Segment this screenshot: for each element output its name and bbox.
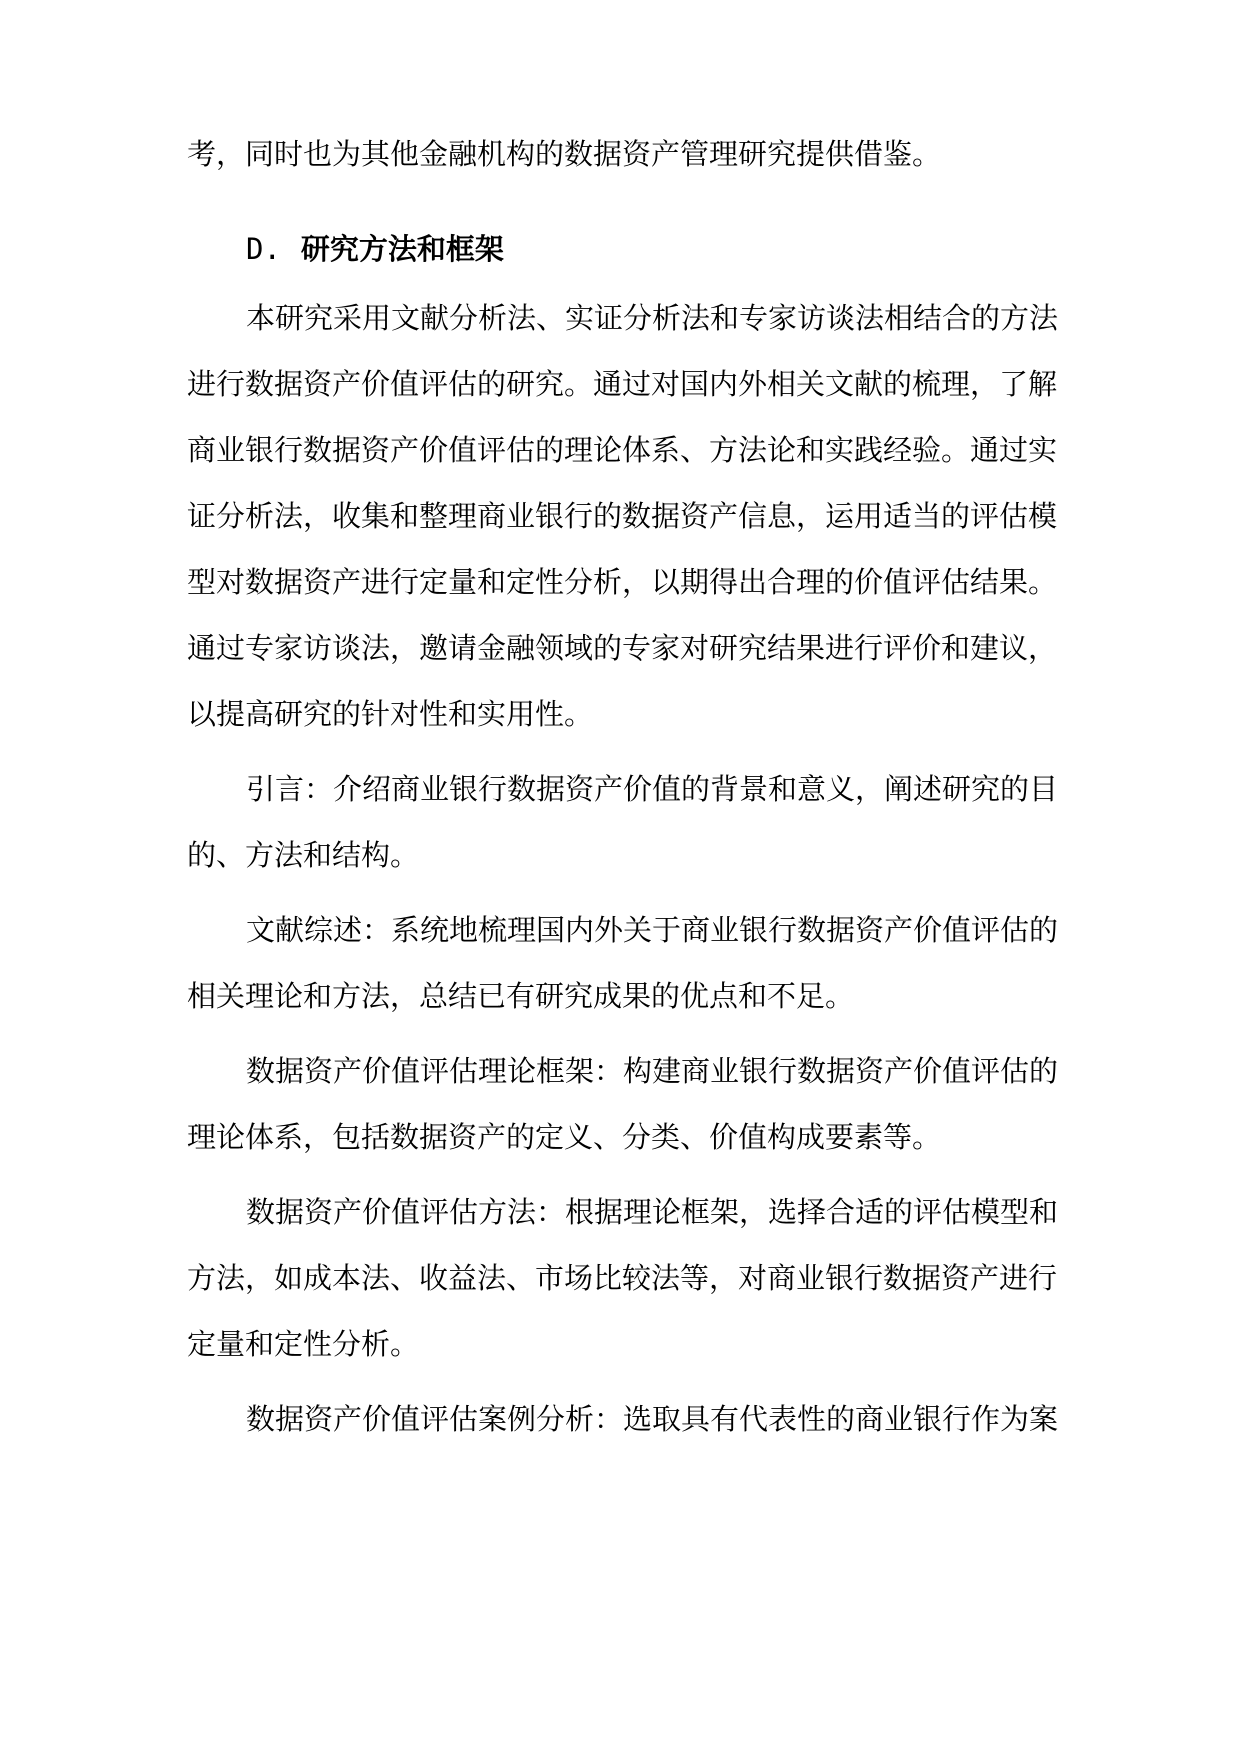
paragraph-line: 证分析法，收集和整理商业银行的数据资产信息，运用适当的评估模	[187, 499, 1058, 533]
paragraph-line: 的、方法和结构。	[187, 838, 420, 872]
section-heading	[246, 229, 504, 269]
paragraph-line: 以提高研究的针对性和实用性。	[187, 697, 594, 731]
section-title: 研究方法和框架	[300, 232, 504, 266]
paragraph-line: 数据资产价值评估理论框架：构建商业银行数据资产价值评估的	[246, 1054, 1059, 1088]
paragraph-line: 方法，如成本法、收益法、市场比较法等，对商业银行数据资产进行	[187, 1261, 1058, 1295]
paragraph-line: 定量和定性分析。	[187, 1327, 420, 1361]
section-label: D.	[246, 232, 281, 266]
paragraph-line: 通过专家访谈法，邀请金融领域的专家对研究结果进行评价和建议，	[187, 631, 1058, 665]
paragraph-line: 相关理论和方法，总结已有研究成果的优点和不足。	[187, 979, 855, 1013]
paragraph-line: 进行数据资产价值评估的研究。通过对国内外相关文献的梳理，了解	[187, 367, 1058, 401]
paragraph-line: 文献综述：系统地梳理国内外关于商业银行数据资产价值评估的	[246, 913, 1059, 947]
paragraph-line: 商业银行数据资产价值评估的理论体系、方法论和实践经验。通过实	[187, 433, 1058, 467]
paragraph-line: 引言：介绍商业银行数据资产价值的背景和意义，阐述研究的目	[246, 772, 1059, 806]
paragraph-line: 理论体系，包括数据资产的定义、分类、价值构成要素等。	[187, 1120, 942, 1154]
intro-line: 考，同时也为其他金融机构的数据资产管理研究提供借鉴。	[187, 137, 942, 171]
paragraph-line: 本研究采用文献分析法、实证分析法和专家访谈法相结合的方法	[246, 301, 1059, 335]
paragraph-line: 数据资产价值评估方法：根据理论框架，选择合适的评估模型和	[246, 1195, 1059, 1229]
paragraph-line: 数据资产价值评估案例分析：选取具有代表性的商业银行作为案	[246, 1402, 1059, 1436]
paragraph-line: 型对数据资产进行定量和定性分析，以期得出合理的价值评估结果。	[187, 565, 1058, 599]
